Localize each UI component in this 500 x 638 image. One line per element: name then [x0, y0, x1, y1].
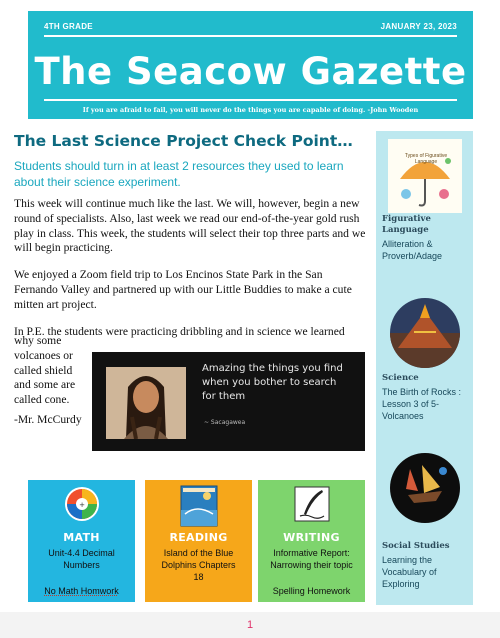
page-number: 1	[246, 619, 254, 631]
volcano-image	[388, 296, 462, 370]
article-line: called cone.	[14, 393, 70, 407]
newsletter-title: The Seacow Gazette	[34, 50, 467, 93]
tile-title: MATH	[63, 531, 100, 544]
tile-line: Spelling Homework	[272, 586, 351, 596]
sidebar-title: Social Studies	[382, 541, 450, 551]
masthead-divider	[44, 99, 457, 101]
sacagawea-portrait	[106, 367, 186, 439]
article-line: volcanoes or	[14, 348, 73, 362]
article-line: and some are	[14, 378, 76, 392]
quote-text: Amazing the things you find when you bother to search for them	[202, 363, 343, 402]
tile-title: WRITING	[283, 531, 340, 544]
tile-line: 18	[193, 572, 204, 582]
sidebar-title: Figurative Language	[382, 214, 431, 235]
article-paragraph: This week will continue much like the last. We will, however, begin a new round of specialists. Also, last week we read our end-of-the-year gold rush play in class. This week, the students will select their top three parts and we will begin practicing.	[14, 197, 366, 255]
issue-date: JANUARY 23, 2023	[380, 22, 457, 31]
tile-title: READING	[169, 531, 228, 544]
article-signature: -Mr. McCurdy	[14, 413, 82, 426]
article-paragraph: We enjoyed a Zoom field trip to Los Encinos State Park in the San Fernando Valley and partnered up with our Little Buddies to make a cute mitten art project.	[14, 268, 352, 311]
article-line: called shield	[14, 363, 73, 377]
sidebar-title: Science	[382, 373, 419, 383]
exploration-image	[388, 451, 462, 525]
quill-icon	[292, 484, 332, 524]
book-cover-icon	[177, 484, 221, 528]
quote-author: ~ Sacagawea	[204, 419, 246, 426]
article-line: why some	[14, 334, 62, 347]
tile-line: Dolphins Chapters	[161, 560, 236, 570]
masthead	[28, 11, 473, 119]
sidebar	[376, 131, 473, 605]
math-tile	[28, 480, 135, 602]
tile-line: Informative Report:	[273, 548, 350, 558]
masthead-divider	[44, 35, 457, 37]
writing-tile	[258, 480, 365, 602]
article-headline: The Last Science Project Check Point…	[14, 132, 353, 150]
masthead-quote: If you are afraid to fail, you will never do the things you are capable of doing. -John Wooden	[82, 106, 419, 114]
svg-text:+: +	[78, 501, 85, 509]
tile-line: Island of the Blue	[163, 548, 234, 558]
figurative-language-image	[388, 139, 462, 213]
sidebar-text: The Birth of Rocks : Lesson 3 of 5- Volcanoes	[382, 387, 462, 421]
tile-line: Numbers	[63, 560, 100, 570]
sidebar-text: Alliteration & Proverb/Adage	[382, 239, 443, 261]
article-subhead: Students should turn in at least 2 resources they used to learn about their science experiment.	[14, 159, 344, 189]
grade-label: 4TH GRADE	[44, 22, 93, 31]
tile-line: No Math Homwork	[44, 586, 119, 596]
article-body	[14, 197, 369, 339]
gear-icon	[62, 484, 102, 524]
tile-line: Unit-4.4 Decimal	[48, 548, 115, 558]
article-narrow-text	[14, 334, 88, 408]
sidebar-text: Learning the Vocabulary of Exploring	[382, 555, 437, 589]
tile-line: Narrowing their topic	[270, 560, 353, 570]
figurative-image-label: Types of Figurative Language	[404, 153, 448, 165]
reading-tile	[145, 480, 252, 602]
article-paragraph: In P.E. the students were practicing dribbling and in science we learned	[14, 324, 345, 338]
quote-box	[92, 352, 365, 451]
